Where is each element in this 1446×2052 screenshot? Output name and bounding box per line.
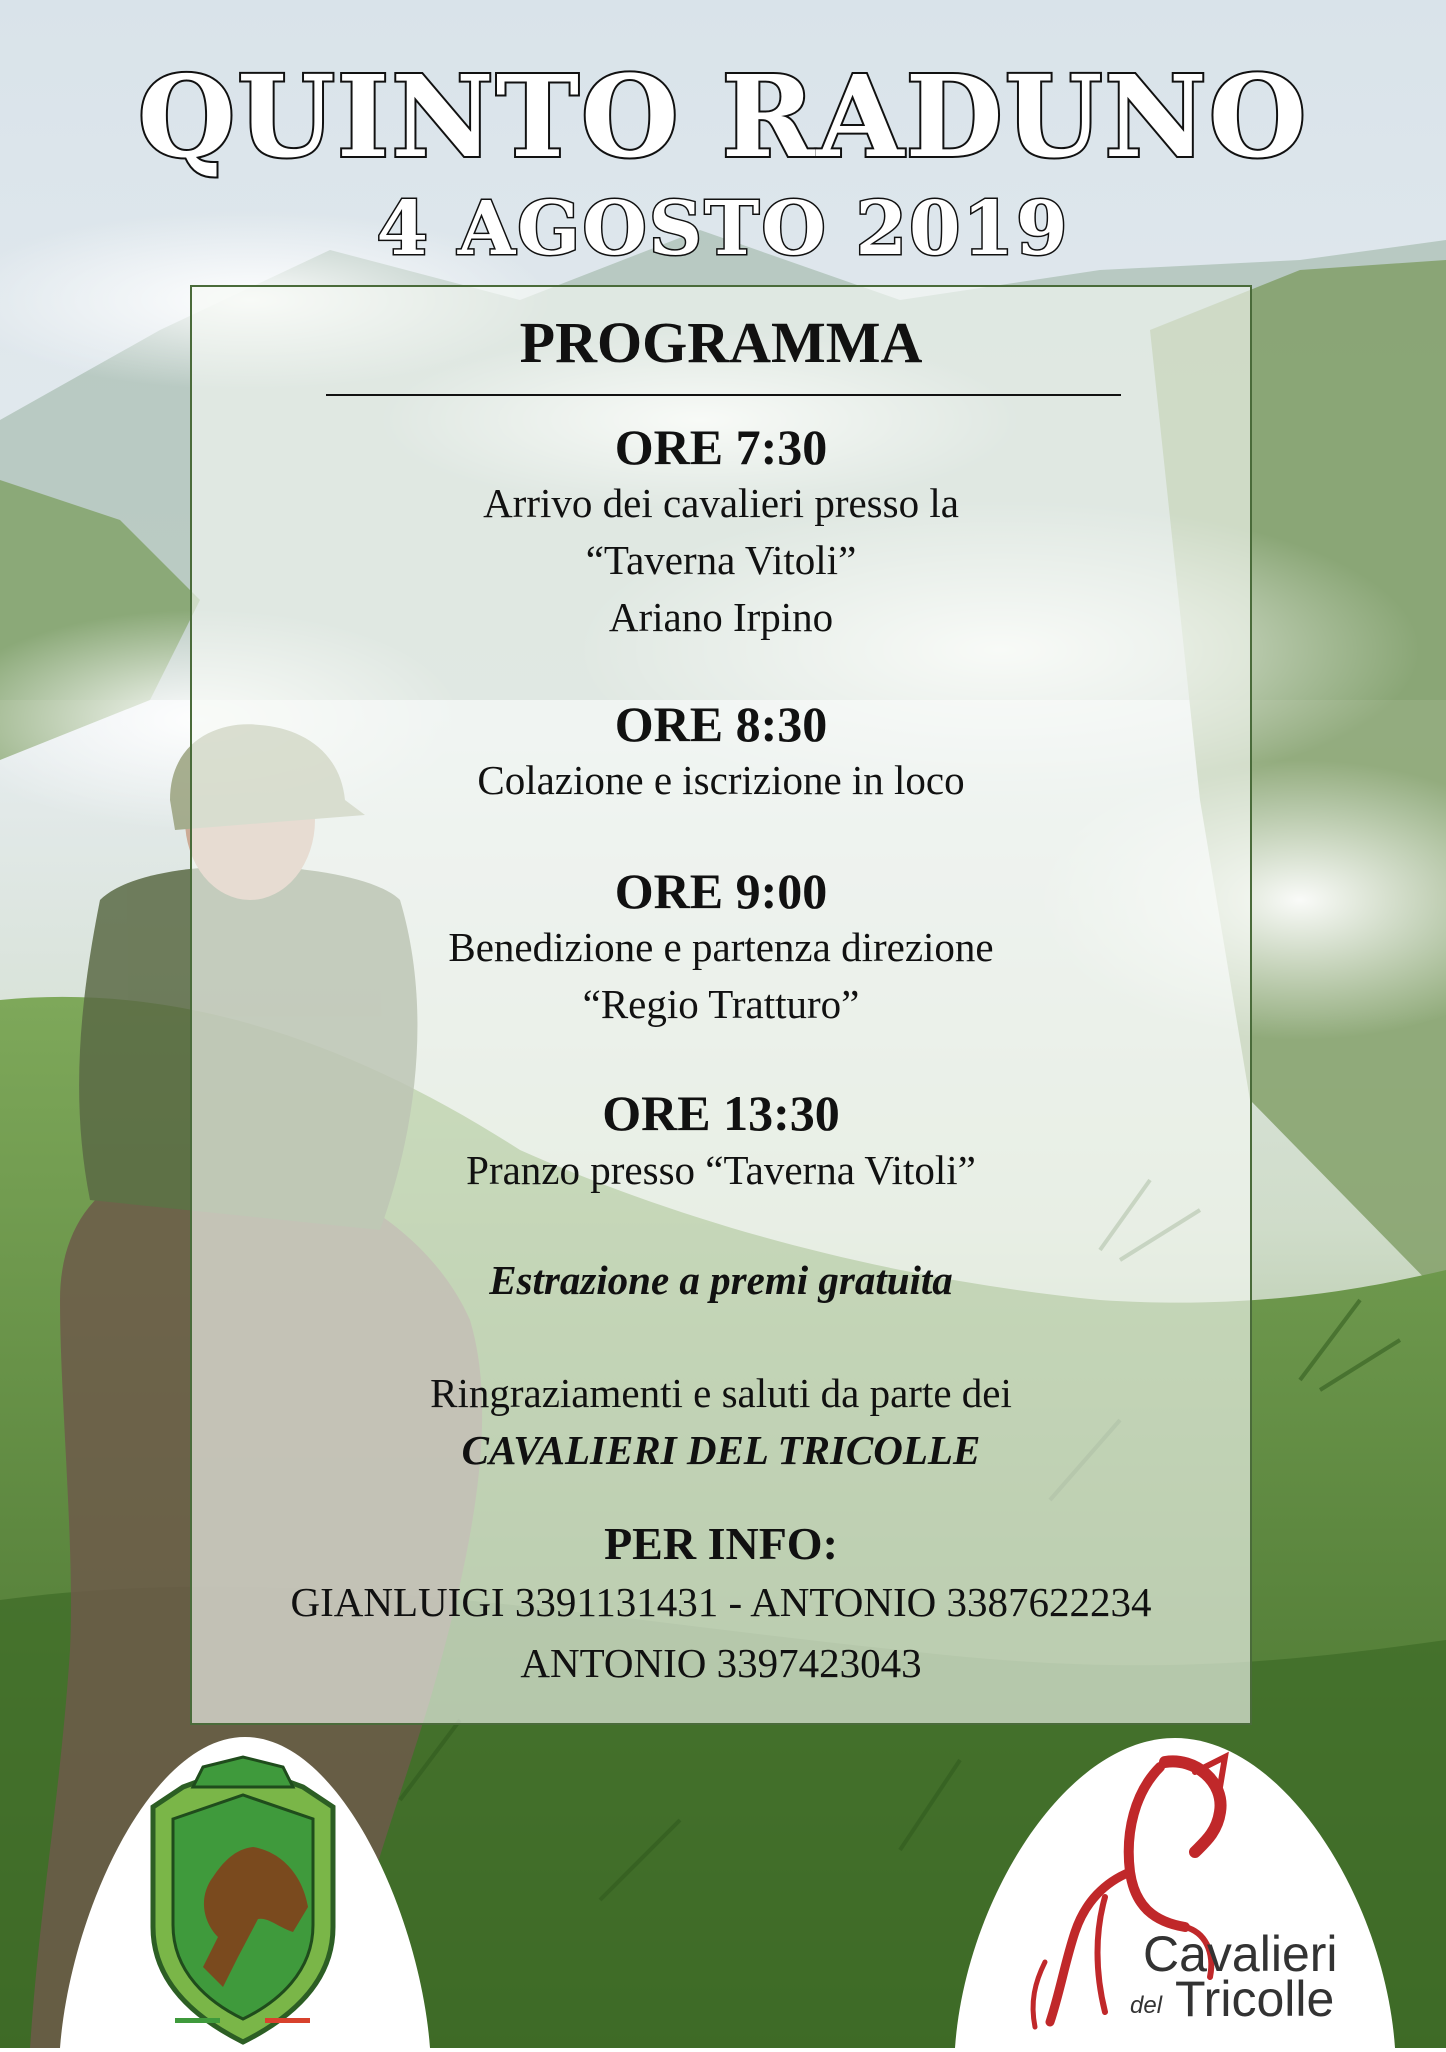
contact-line: GIANLUIGI 3391131431 - ANTONIO 3387622234 bbox=[290, 1579, 1152, 1625]
program-heading: PROGRAMMA bbox=[519, 310, 923, 375]
event-line: “Regio Tratturo” bbox=[582, 981, 860, 1027]
shield-logo bbox=[60, 1735, 430, 2048]
thanks-text: Ringraziamenti e saluti da parte dei bbox=[430, 1370, 1012, 1416]
program-panel bbox=[190, 285, 1252, 1725]
event-title: QUINTO RADUNO bbox=[137, 52, 1309, 183]
logo-text-line2: Tricolle bbox=[1175, 1971, 1335, 2027]
heading-divider bbox=[326, 394, 1121, 396]
club-name: CAVALIERI DEL TRICOLLE bbox=[461, 1427, 981, 1473]
event-line: Colazione e iscrizione in loco bbox=[477, 757, 965, 803]
event-line: Ariano Irpino bbox=[608, 594, 834, 640]
event-time: ORE 9:00 bbox=[614, 863, 828, 919]
event-line: Arrivo dei cavalieri presso la bbox=[483, 480, 959, 526]
logo-text-del: del bbox=[1130, 1992, 1163, 2019]
event-line: Benedizione e partenza direzione bbox=[448, 924, 994, 970]
event-date: 4 AGOSTO 2019 bbox=[376, 186, 1070, 272]
event-time: ORE 7:30 bbox=[614, 419, 828, 475]
event-line: Pranzo presso “Taverna Vitoli” bbox=[466, 1147, 976, 1193]
contact-line: ANTONIO 3397423043 bbox=[520, 1640, 922, 1686]
raffle-note: Estrazione a premi gratuita bbox=[489, 1257, 953, 1303]
info-label: PER INFO: bbox=[604, 1518, 838, 1569]
cavalieri-logo bbox=[955, 1732, 1395, 2048]
logo-text-line1: Cavalieri bbox=[1143, 1926, 1338, 1982]
event-time: ORE 13:30 bbox=[602, 1085, 840, 1141]
event-line: “Taverna Vitoli” bbox=[585, 537, 857, 583]
event-time: ORE 8:30 bbox=[614, 696, 828, 752]
